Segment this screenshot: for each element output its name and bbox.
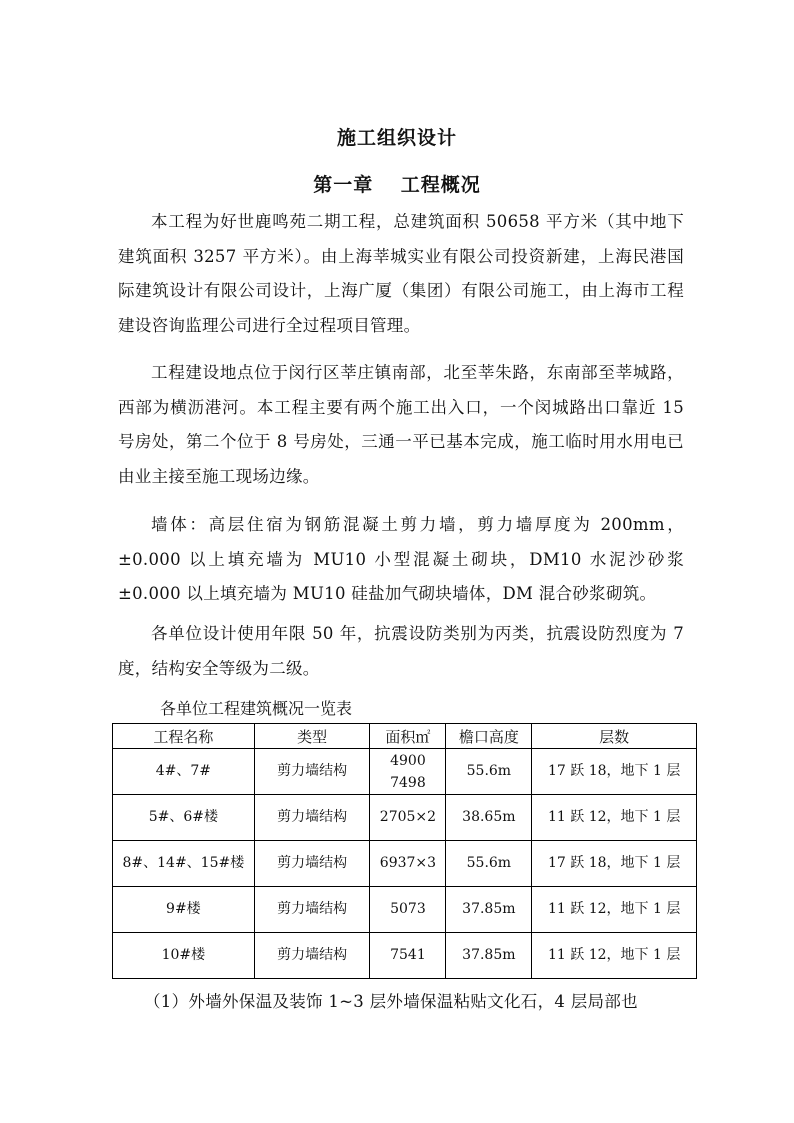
cell-height: 37.85m [446,887,532,933]
table-row [113,795,697,841]
table-row [113,887,697,933]
cell-area: 2705×2 [370,795,446,841]
cell-type: 剪力墙结构 [254,841,370,887]
cell-floors: 11 跃 12，地下 1 层 [532,795,697,841]
cell-floors: 17 跃 18，地下 1 层 [532,749,697,795]
cell-name: 5#、6#楼 [113,795,255,841]
cell-area: 6937×3 [370,841,446,887]
cell-area-line: 7498 [390,774,426,791]
cell-name: 9#楼 [113,887,255,933]
cell-type: 剪力墙结构 [254,749,370,795]
table-header-row [113,724,697,749]
cell-height: 55.6m [446,749,532,795]
cell-area: 7541 [370,933,446,979]
header-type: 类型 [254,724,370,749]
cell-height: 38.65m [446,795,532,841]
cell-area: 5073 [370,887,446,933]
cell-type: 剪力墙结构 [254,795,370,841]
cell-name: 8#、14#、15#楼 [113,841,255,887]
header-eave-height: 檐口高度 [446,724,532,749]
cell-name: 10#楼 [113,933,255,979]
cell-height: 55.6m [446,841,532,887]
paragraph-design-life: 各单位设计使用年限 50 年，抗震设防类别为丙类，抗震设防烈度为 7 度，结构安全等级为二级。 [118,624,684,678]
document-title: 施工组织设计 [336,127,457,149]
header-area: 面积㎡ [370,724,446,749]
table-row [113,841,697,887]
cell-height: 37.85m [446,933,532,979]
cell-floors: 17 跃 18，地下 1 层 [532,841,697,887]
paragraph-project-overview: 本工程为好世鹿鸣苑二期工程，总建筑面积 50658 平方米（其中地下建筑面积 3257 平方米）。由上海莘城实业有限公司投资新建，上海民港国际建筑设计有限公司设计，上海广厦（集团）有限公司施工，由上海市工程建设咨询监理公司进行全过程项目管理。 [118,212,684,335]
chapter-title: 第一章 工程概况 [313,174,481,196]
cell-name: 4#、7# [113,749,255,795]
cell-area-line: 4900 [390,752,426,769]
paragraph-exterior-wall: （1）外墙外保温及装饰 1~3 层外墙保温粘贴文化石，4 层局部也 [144,992,638,1011]
header-floors: 层数 [532,724,697,749]
table-caption: 各单位工程建筑概况一览表 [160,699,353,718]
header-name: 工程名称 [113,724,255,749]
building-overview-table [112,723,697,979]
cell-type: 剪力墙结构 [254,887,370,933]
table-row [113,933,697,979]
table-row [113,749,697,795]
paragraph-site-location: 工程建设地点位于闵行区莘庄镇南部，北至莘朱路，东南部至莘城路，西部为横沥港河。本工程主要有两个施工出入口，一个闵城路出口靠近 15 号房处，第二个位于 8 号房处，三通一平已基本完成，施工临时用水用电已由业主接至施工现场边缘。 [118,363,684,486]
cell-type: 剪力墙结构 [254,933,370,979]
cell-floors: 11 跃 12，地下 1 层 [532,887,697,933]
cell-area [370,749,446,795]
cell-floors: 11 跃 12，地下 1 层 [532,933,697,979]
paragraph-wall-structure: 墙体：高层住宿为钢筋混凝土剪力墙，剪力墙厚度为 200mm，±0.000 以上填充墙为 MU10 小型混凝土砌块，DM10 水泥沙砂浆±0.000 以上填充墙为 MU10 硅盐加气砌块墙体，DM 混合砂浆砌筑。 [118,515,684,603]
